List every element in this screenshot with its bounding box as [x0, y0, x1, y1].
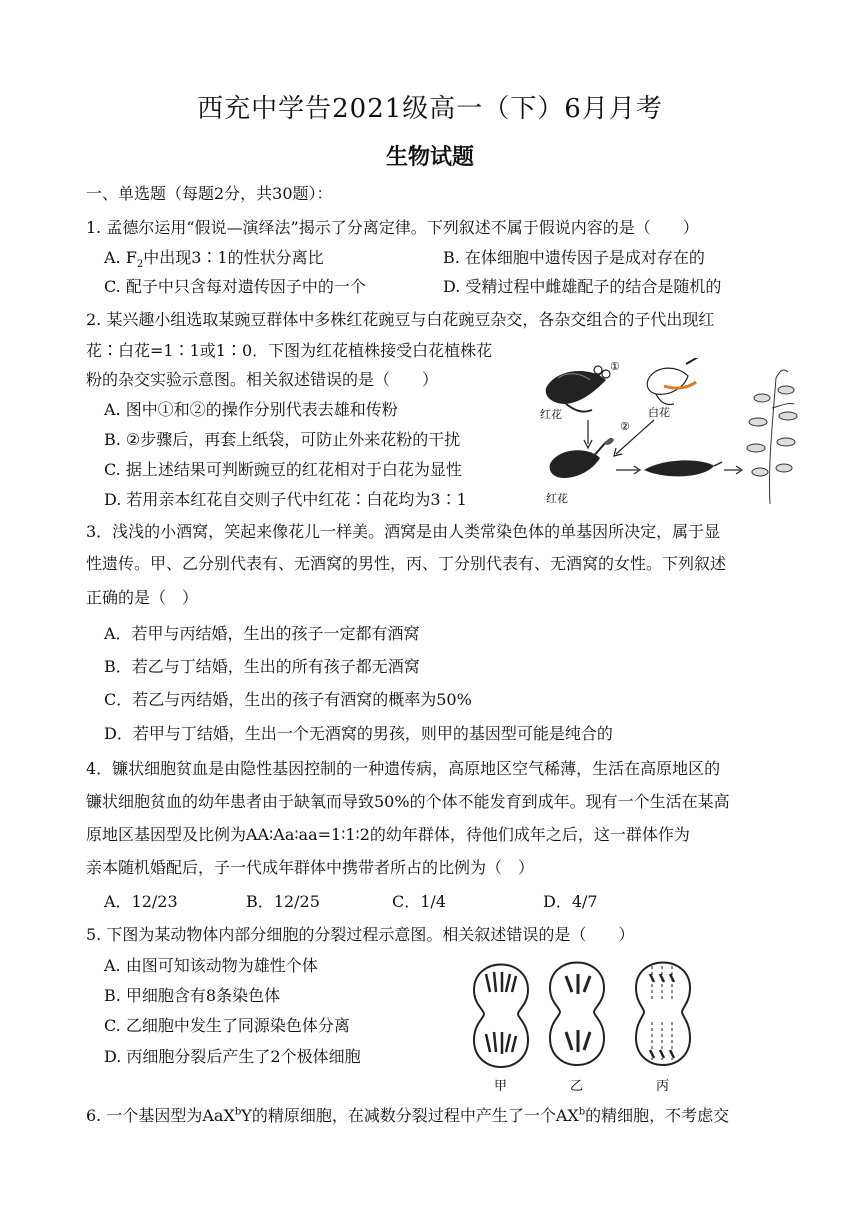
q4-stem-line1: 4．镰状细胞贫血是由隐性基因控制的一种遗传病，高原地区空气稀薄，生活在高原地区的	[86, 759, 721, 778]
q3-option-a: A．若甲与丙结婚，生出的孩子一定都有酒窝	[104, 624, 420, 643]
q3-option-d: D．若甲与丁结婚，生出一个无酒窝的男孩，则甲的基因型可能是纯合的	[104, 724, 613, 743]
red-flower-label-2: 红花	[546, 492, 568, 505]
red-flower-pollinated-illustration	[550, 438, 614, 478]
q1-option-c: C. 配子中只含每对遗传因子中的一个	[104, 277, 366, 296]
cell-bing-label: 丙	[656, 1079, 670, 1094]
q3-stem-line3: 正确的是（ ）	[86, 588, 199, 607]
cell-division-figure	[466, 952, 702, 1094]
q3-stem-line1: 3．浅浅的小酒窝，笑起来像花儿一样美。酒窝是由人类常染色体的单基因所决定，属于显	[86, 522, 721, 541]
q2-option-c: C. 据上述结果可判断豌豆的红花相对于白花为显性	[104, 460, 462, 479]
q1-stem: 1. 孟德尔运用“假说—演绎法”揭示了分离定律。下列叙述不属于假说内容的是（ ）	[86, 218, 699, 237]
q2-option-b: B. ②步骤后，再套上纸袋，可防止外来花粉的干扰	[104, 430, 461, 449]
q2-stem-line3: 粉的杂交实验示意图。相关叙述错误的是（ ）	[86, 370, 439, 389]
page-subtitle: 生物试题	[385, 145, 474, 170]
q4-stem-line3: 原地区基因型及比例为AA∶Aa∶aa=1∶1∶2的幼年群体，待他们成年之后，这一群体作为	[86, 825, 690, 844]
q5-option-d: D. 丙细胞分裂后产生了2个极体细胞	[104, 1047, 361, 1066]
cell-yi-label: 乙	[570, 1079, 584, 1094]
page-title: 西充中学告2021级高一（下）6月月考	[197, 94, 663, 124]
q4-option-b: B．12/25	[246, 892, 320, 911]
pea-plant-illustration	[747, 370, 797, 504]
q2-stem-line2: 花∶白花=1∶1或1∶0．下图为红花植株接受白花植株花	[86, 341, 493, 360]
q4-stem-line4: 亲本随机婚配后，子一代成年群体中携带者所占的比例为（ ）	[86, 858, 535, 877]
step-1-label: ①	[610, 360, 620, 373]
pea-pod-illustration	[644, 460, 722, 476]
q4-option-c: C．1/4	[392, 892, 446, 911]
step-2-label: ②	[620, 420, 630, 433]
q5-option-b: B. 甲细胞含有8条染色体	[104, 986, 281, 1005]
q5-option-c: C. 乙细胞中发生了同源染色体分离	[104, 1016, 350, 1035]
q4-option-d: D．4/7	[543, 892, 598, 911]
section-heading: 一、单选题（每题2分，共30题）：	[86, 184, 333, 203]
q3-option-c: C．若乙与丙结婚，生出的孩子有酒窝的概率为50%	[104, 690, 472, 709]
q1-option-d: D. 受精过程中雌雄配子的结合是随机的	[443, 277, 722, 296]
white-flower-label: 白花	[648, 406, 670, 419]
q2-option-a: A. 图中①和②的操作分别代表去雄和传粉	[104, 400, 398, 419]
pea-cross-figure	[536, 358, 806, 506]
white-flower-illustration	[647, 358, 700, 405]
q4-stem-line2: 镰状细胞贫血的幼年患者由于缺氧而导致50%的个体不能发育到成年。现有一个生活在某高	[86, 792, 730, 811]
q4-option-a: A．12/23	[104, 892, 178, 911]
q6-stem: 6. 一个基因型为AaX$^b$Y的精原细胞，在减数分裂过程中产生了一个$AX^b$的精细胞，不考虑交	[86, 1106, 730, 1125]
q3-stem-line2: 性遗传。甲、乙分别代表有、无酒窝的男性，丙、丁分别代表有、无酒窝的女性。下列叙述	[86, 554, 727, 573]
q2-stem-line1: 2. 某兴趣小组选取某豌豆群体中多株红花豌豆与白花豌豆杂交，各杂交组合的子代出现红	[86, 310, 715, 329]
q1-option-a: A. $F_2$中出现3∶1的性状分离比	[104, 248, 324, 271]
q5-stem: 5. 下图为某动物体内部分细胞的分裂过程示意图。相关叙述错误的是（ ）	[86, 925, 635, 944]
q2-option-d: D. 若用亲本红花自交则子代中红花∶白花均为3∶1	[104, 490, 467, 509]
q1-option-b: B. 在体细胞中遗传因子是成对存在的	[443, 248, 705, 267]
q5-option-a: A. 由图可知该动物为雄性个体	[104, 956, 318, 975]
cell-jia-label: 甲	[494, 1079, 508, 1094]
red-flower-label-1: 红花	[540, 408, 562, 421]
q3-option-b: B．若乙与丁结婚，生出的所有孩子都无酒窝	[104, 657, 420, 676]
